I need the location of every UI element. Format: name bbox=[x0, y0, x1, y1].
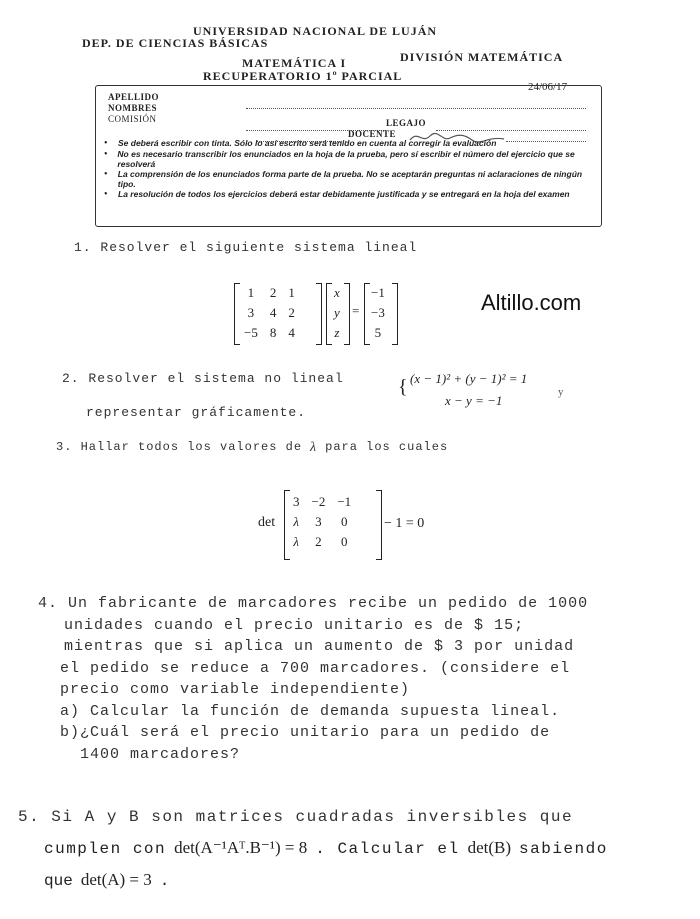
division-name: DIVISIÓN MATEMÁTICA bbox=[400, 50, 564, 64]
instruction-item: • No es necesario transcribir los enunciados en la hoja de la prueba, pero sí escribir el número del ejercicio que se resolverá bbox=[104, 149, 575, 169]
q4-line: 4. Un fabricante de marcadores recibe un pedido de 1000 bbox=[38, 595, 589, 612]
instruction-item: • La resolución de todos los ejercicios deberá estar debidamente justificada y se entregará en la hoja del examen bbox=[104, 189, 570, 200]
q2-equation-2: x − y = −1 bbox=[445, 393, 503, 408]
student-info-box bbox=[95, 85, 602, 227]
docente-label: DOCENTE bbox=[348, 129, 397, 139]
question-1-text: 1. Resolver el siguiente sistema lineal bbox=[74, 240, 418, 255]
q3-determinant: det 3 −2 −1 λ 3 0 λ 2 0 − 1 = 0 bbox=[258, 490, 448, 562]
instruction-item: • La comprensión de los enunciados forma parte de la prueba. No se aceptarán preguntas ni aclaraciones de ningún tipo. bbox=[104, 169, 583, 189]
department-name: DEP. DE CIENCIAS BÁSICAS bbox=[82, 36, 269, 50]
q4-line: unidades cuando el precio unitario es de $ 15; bbox=[64, 616, 525, 634]
q2-margin-note: y bbox=[558, 386, 564, 398]
comision-label: COMISIÓN bbox=[108, 114, 157, 124]
q4-line: el pedido se reduce a 700 marcadores. (considere el bbox=[60, 659, 571, 677]
exam-date: 24/06/17 bbox=[528, 81, 568, 93]
question-5-line-3: que det(A) = 3 . bbox=[44, 870, 170, 890]
q4-line: b)¿Cuál será el precio unitario para un pedido de bbox=[60, 724, 551, 741]
q3-matrix: 3 −2 −1 λ 3 0 λ 2 0 bbox=[293, 494, 352, 549]
university-name: UNIVERSIDAD NACIONAL DE LUJÁN bbox=[193, 24, 438, 38]
q1-variable-vector: x y z bbox=[334, 285, 340, 340]
question-2-text: 2. Resolver el sistema no lineal bbox=[62, 371, 344, 386]
question-2-text-2: representar gráficamente. bbox=[86, 405, 307, 420]
instruction-item: • Se deberá escribir con tinta. Sólo lo así escrito será tenido en cuenta al corregir la evaluación bbox=[104, 138, 497, 149]
exam-title: RECUPERATORIO 1º PARCIAL bbox=[203, 69, 403, 83]
question-5-line-2: cumplen con det(A⁻¹Aᵀ.B⁻¹) = 8 . Calcular el det(B) sabiendo bbox=[44, 838, 608, 858]
apellido-label: APELLIDO bbox=[108, 92, 160, 102]
q1-rhs-vector: −1 −3 5 bbox=[371, 285, 385, 340]
question-4 bbox=[38, 593, 588, 765]
apellido-field[interactable] bbox=[246, 108, 586, 109]
legajo-label: LEGAJO bbox=[386, 118, 427, 128]
question-3-text: 3. Hallar todos los valores de λ para los cuales bbox=[56, 440, 449, 455]
nombres-label: NOMBRES bbox=[108, 103, 158, 113]
q4-line: 1400 marcadores? bbox=[80, 745, 241, 763]
instructions-list bbox=[104, 138, 594, 200]
q4-line: precio como variable independiente) bbox=[60, 681, 411, 698]
q1-matrix-equation: 1 2 1 3 4 2 −5 8 4 x y z = −1 −3 5 bbox=[234, 283, 409, 347]
subject-title: MATEMÁTICA I bbox=[242, 56, 347, 70]
q1-coefficient-matrix: 1 2 1 3 4 2 −5 8 4 bbox=[244, 285, 295, 340]
q2-equation-1: (x − 1)² + (y − 1)² = 1 bbox=[410, 371, 528, 386]
q4-line: a) Calcular la función de demanda supuesta lineal. bbox=[60, 702, 561, 720]
question-5-line-1: 5. Si A y B son matrices cuadradas inversibles que bbox=[18, 808, 574, 826]
watermark: Altillo.com bbox=[481, 290, 582, 315]
q4-line: mientras que si aplica un aumento de $ 3 por unidad bbox=[64, 638, 575, 655]
q2-system-brace: { bbox=[398, 376, 408, 398]
